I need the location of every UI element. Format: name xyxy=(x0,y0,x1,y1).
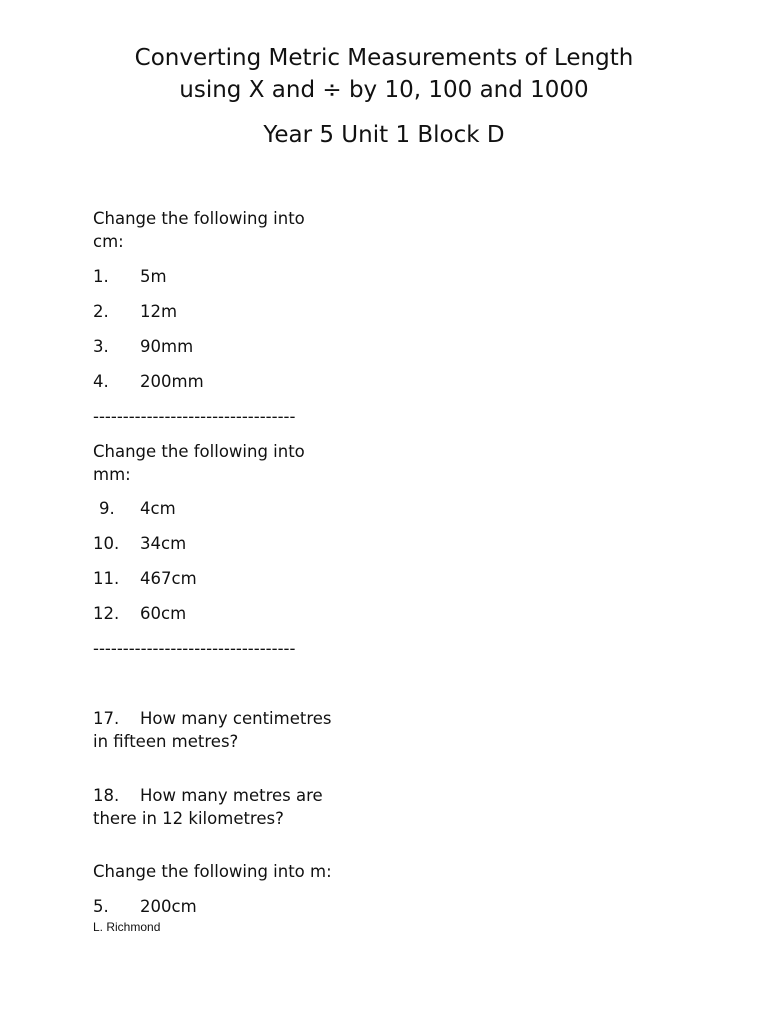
question-item xyxy=(93,370,204,393)
question-item xyxy=(93,300,177,323)
section-divider: ---------------------------------- xyxy=(93,639,296,658)
section-mm-heading-line-1: Change the following into xyxy=(93,442,305,461)
word-question-line-1 xyxy=(93,707,332,730)
question-text: 34cm xyxy=(140,534,187,553)
word-question-line-2: in fifteen metres? xyxy=(93,732,239,751)
question-text: 200cm xyxy=(140,897,197,916)
question-text: 200mm xyxy=(140,372,204,391)
section-mm-heading-line-2: mm: xyxy=(93,465,131,484)
section-cm-heading-line-1: Change the following into xyxy=(93,209,305,228)
question-item xyxy=(93,567,197,590)
question-number: 10. xyxy=(93,534,120,553)
question-item xyxy=(93,265,167,288)
question-number: 12. xyxy=(93,604,120,623)
question-number: 4. xyxy=(93,372,109,391)
question-text: How many centimetres xyxy=(140,709,332,728)
question-text: 60cm xyxy=(140,604,187,623)
question-text: 90mm xyxy=(140,337,194,356)
question-text: How many metres are xyxy=(140,786,323,805)
section-m-heading: Change the following into m: xyxy=(93,862,332,881)
question-number: 17. xyxy=(93,709,120,728)
worksheet-title-line-2: using X and ÷ by 10, 100 and 1000 xyxy=(179,77,589,103)
question-text: 467cm xyxy=(140,569,197,588)
question-number: 11. xyxy=(93,569,120,588)
question-text: 4cm xyxy=(140,499,176,518)
question-number: 5. xyxy=(93,897,109,916)
worksheet-title-line-1: Converting Metric Measurements of Length xyxy=(134,45,634,71)
question-number: 18. xyxy=(93,786,120,805)
question-item xyxy=(93,335,193,358)
author-footer: L. Richmond xyxy=(93,920,161,934)
question-item xyxy=(93,895,197,918)
question-number: 1. xyxy=(93,267,109,286)
question-item xyxy=(93,497,176,520)
word-question-line-2: there in 12 kilometres? xyxy=(93,809,284,828)
question-number: 2. xyxy=(93,302,109,321)
question-number: 9. xyxy=(99,499,115,518)
question-item xyxy=(93,602,186,625)
question-text: 12m xyxy=(140,302,178,321)
question-item xyxy=(93,532,186,555)
section-divider: ---------------------------------- xyxy=(93,407,296,426)
section-cm-heading-line-2: cm: xyxy=(93,232,124,251)
worksheet-subtitle: Year 5 Unit 1 Block D xyxy=(263,122,505,148)
question-text: 5m xyxy=(140,267,167,286)
question-number: 3. xyxy=(93,337,109,356)
word-question-line-1 xyxy=(93,784,323,807)
